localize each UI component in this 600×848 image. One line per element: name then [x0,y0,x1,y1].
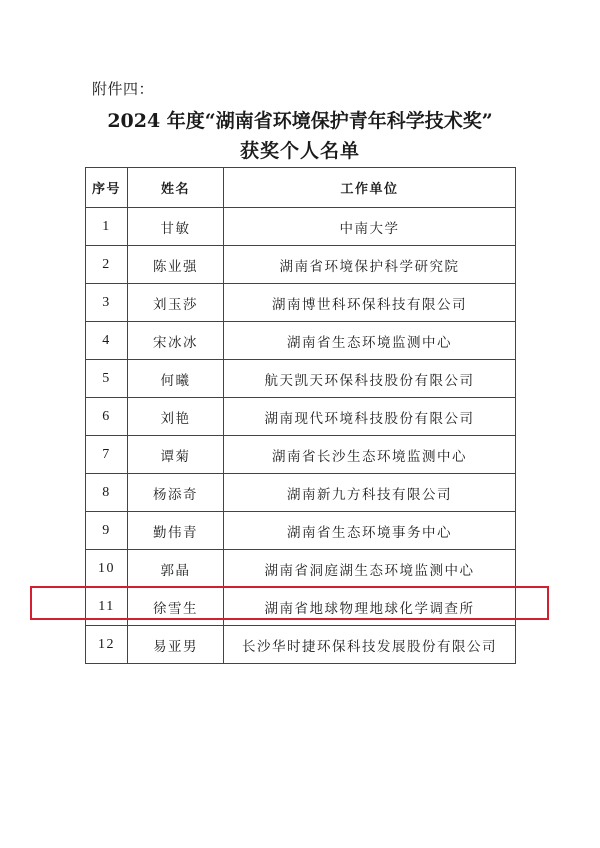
row-number: 4 [86,322,128,360]
row-employer: 湖南省生态环境监测中心 [224,322,516,360]
row-name: 谭菊 [128,436,224,474]
row-name: 易亚男 [128,626,224,664]
row-number: 6 [86,398,128,436]
table-row-highlighted [86,588,516,626]
row-employer: 湖南省环境保护科学研究院 [224,246,516,284]
table-row [86,398,516,436]
row-number: 9 [86,512,128,550]
row-name: 郭晶 [128,550,224,588]
table-row [86,208,516,246]
table-row [86,626,516,664]
row-employer: 湖南现代环境科技股份有限公司 [224,398,516,436]
table-row [86,322,516,360]
table-row [86,360,516,398]
table-header-row [86,168,516,208]
row-employer: 湖南省生态环境事务中心 [224,512,516,550]
row-name: 宋冰冰 [128,322,224,360]
table-row [86,436,516,474]
row-name: 刘艳 [128,398,224,436]
row-number: 3 [86,284,128,322]
row-name: 刘玉莎 [128,284,224,322]
row-employer: 湖南省洞庭湖生态环境监测中心 [224,550,516,588]
row-number: 10 [86,550,128,588]
header-number: 序号 [86,168,128,208]
row-employer: 湖南新九方科技有限公司 [224,474,516,512]
row-employer: 航天凯天环保科技股份有限公司 [224,360,516,398]
row-name: 何曦 [128,360,224,398]
attachment-label: 附件四： [92,80,155,98]
row-name: 杨添奇 [128,474,224,512]
row-number: 8 [86,474,128,512]
row-employer: 中南大学 [224,208,516,246]
document-subtitle: 获奖个人名单 [239,140,360,162]
row-employer: 湖南省地球物理地球化学调查所 [224,588,516,626]
row-number: 5 [86,360,128,398]
row-number: 2 [86,246,128,284]
table-row [86,550,516,588]
row-name: 陈业强 [128,246,224,284]
table-row [86,512,516,550]
row-number: 7 [86,436,128,474]
table-row [86,246,516,284]
table-row [86,284,516,322]
row-employer: 湖南省长沙生态环境监测中心 [224,436,516,474]
row-employer: 长沙华时捷环保科技发展股份有限公司 [224,626,516,664]
table-row [86,474,516,512]
row-number: 11 [86,588,128,626]
row-name: 徐雪生 [128,588,224,626]
row-name: 勤伟青 [128,512,224,550]
row-number: 12 [86,626,128,664]
header-employer: 工作单位 [224,168,516,208]
header-name: 姓名 [128,168,224,208]
row-number: 1 [86,208,128,246]
row-name: 甘敏 [128,208,224,246]
row-employer: 湖南博世科环保科技有限公司 [224,284,516,322]
document-title: 2024 年度“湖南省环境保护青年科学技术奖” [107,110,493,132]
awardee-table [85,167,516,664]
